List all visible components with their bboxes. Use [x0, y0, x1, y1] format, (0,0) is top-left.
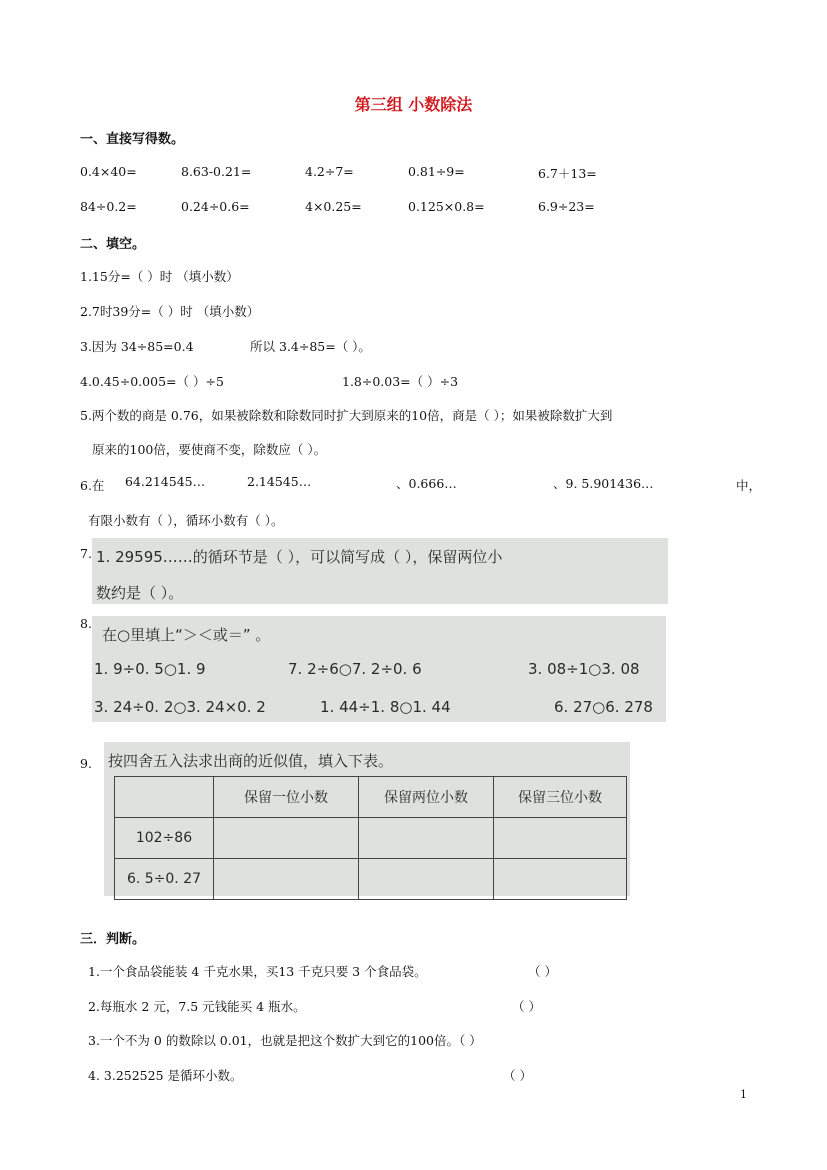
scan-question-7	[92, 538, 668, 604]
judge-blank-1: （ ）	[528, 964, 557, 979]
calc-item: 4.2÷7=	[305, 164, 354, 179]
q7-line1: 1. 29595……的循环节是（ ），可以简写成（ ），保留两位小	[96, 548, 503, 566]
calc-item: 0.24÷0.6=	[181, 199, 250, 214]
judge-blank-2: （ ）	[512, 999, 541, 1014]
judge-blank-4: （ ）	[503, 1068, 532, 1083]
compare-item: 1. 9÷0. 5○1. 9	[94, 660, 206, 678]
compare-item: 6. 27○6. 278	[554, 698, 653, 716]
table-row-label: 6. 5÷0. 27	[115, 859, 214, 900]
section1-heading: 一、直接写得数。	[80, 132, 185, 147]
table-header-cell: 保留两位小数	[359, 777, 494, 818]
answer-cell	[494, 818, 627, 859]
table-row	[115, 859, 627, 900]
table-row	[115, 777, 627, 818]
approximation-table	[114, 776, 627, 900]
fill-question-6-suffix: 中，	[736, 478, 762, 493]
page-number: 1	[740, 1088, 747, 1101]
fill-question-6b: 有限小数有（ ），循环小数有（ ）。	[88, 513, 284, 528]
answer-cell	[359, 818, 494, 859]
answer-cell	[359, 859, 494, 900]
judge-question-3: 3.一个不为 0 的数除以 0.01，也就是把这个数扩大到它的100倍。（ ）	[88, 1033, 482, 1048]
compare-item: 3. 24÷0. 2○3. 24×0. 2	[94, 698, 266, 716]
table-row-label: 102÷86	[115, 818, 214, 859]
decimal-item: 、9. 5.901436…	[553, 476, 654, 491]
fill-question-4b: 1.8÷0.03=（ ）÷3	[342, 374, 459, 389]
calc-item: 8.63-0.21=	[181, 164, 252, 179]
fill-question-6-prefix: 6.在	[80, 478, 105, 493]
section3-heading: 三．判断。	[80, 932, 146, 947]
decimal-item: 64.214545…	[125, 474, 206, 489]
calc-item: 84÷0.2=	[80, 199, 137, 214]
fill-question-3b: 所以 3.4÷85=（ ）。	[250, 339, 371, 354]
question-7-number: 7.	[80, 546, 92, 561]
judge-question-2: 2.每瓶水 2 元，7.5 元钱能买 4 瓶水。	[88, 999, 306, 1014]
question-8-number: 8.	[80, 616, 92, 631]
judge-question-4: 4. 3.252525 是循环小数。	[88, 1068, 243, 1083]
q8-title: 在○里填上“＞＜或＝” 。	[102, 626, 271, 644]
fill-question-4a: 4.0.45÷0.005=（ ）÷5	[80, 374, 224, 389]
compare-item: 7. 2÷6○7. 2÷0. 6	[288, 660, 422, 678]
page-title: 第三组 小数除法	[354, 95, 473, 114]
fill-question-3a: 3.因为 34÷85=0.4	[80, 339, 194, 354]
scan-question-8	[92, 616, 666, 722]
answer-cell	[214, 859, 359, 900]
calc-item: 6.9÷23=	[538, 199, 595, 214]
section2-heading: 二、填空。	[80, 237, 146, 252]
calc-item: 0.81÷9=	[408, 164, 465, 179]
fill-question-2: 2.7时39分=（ ）时 （填小数）	[80, 304, 260, 319]
answer-cell	[214, 818, 359, 859]
fill-question-5a: 5.两个数的商是 0.76，如果被除数和除数同时扩大到原来的10倍，商是（ ）；如果被除数扩大到	[80, 408, 613, 423]
q9-title: 按四舍五入法求出商的近似值，填入下表。	[108, 752, 394, 770]
fill-question-5b: 原来的100倍，要使商不变，除数应（ ）。	[92, 442, 327, 457]
answer-cell	[494, 859, 627, 900]
fill-question-1: 1.15分=（ ）时 （填小数）	[80, 269, 239, 284]
table-header-cell: 保留一位小数	[214, 777, 359, 818]
scan-question-9	[104, 742, 630, 896]
decimal-item: 2.14545…	[247, 474, 312, 489]
table-row	[115, 818, 627, 859]
decimal-item: 、0.666…	[396, 476, 457, 491]
calc-item: 4×0.25=	[305, 199, 362, 214]
table-header-cell: 保留三位小数	[494, 777, 627, 818]
calc-item: 0.125×0.8=	[408, 199, 485, 214]
judge-question-1: 1.一个食品袋能装 4 千克水果，买13 千克只要 3 个食品袋。	[88, 964, 427, 979]
table-header-cell	[115, 777, 214, 818]
calc-item: 6.7＋13=	[538, 166, 597, 181]
compare-item: 1. 44÷1. 8○1. 44	[320, 698, 451, 716]
q7-line2: 数约是（ ）。	[96, 584, 184, 602]
calc-item: 0.4×40=	[80, 164, 137, 179]
compare-item: 3. 08÷1○3. 08	[528, 660, 640, 678]
question-9-number: 9.	[80, 756, 92, 771]
